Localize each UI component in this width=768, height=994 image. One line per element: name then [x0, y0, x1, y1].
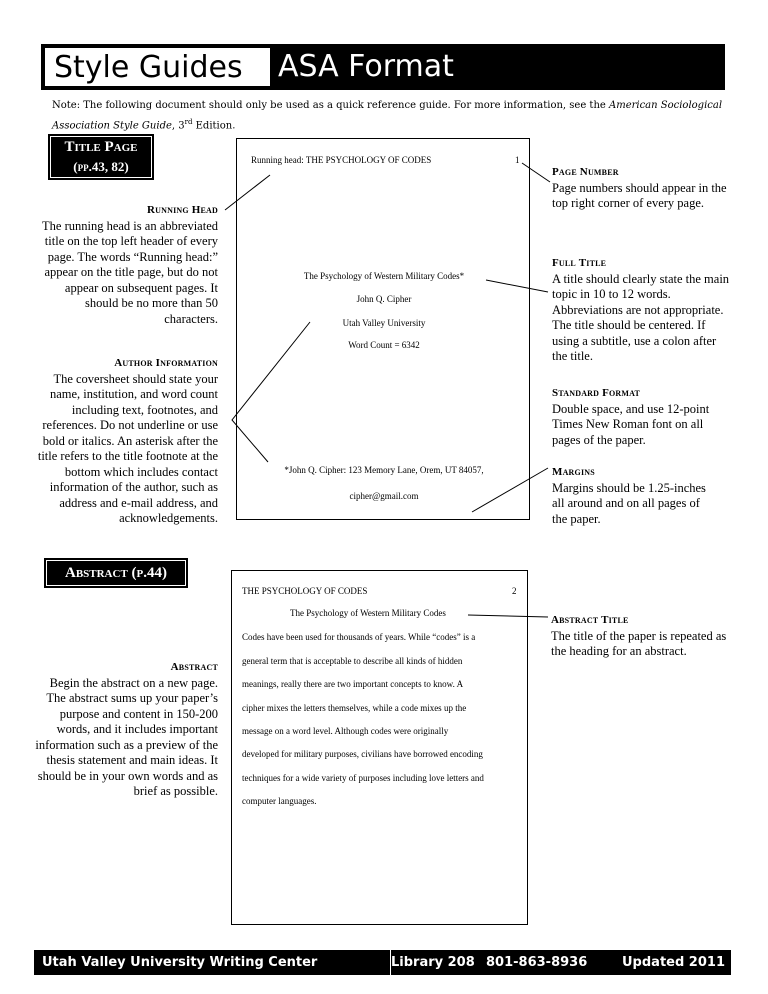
header-right-title: ASA Format	[278, 49, 454, 84]
abstract-line: general term that is acceptable to describe all kinds of hidden	[242, 656, 463, 666]
sample-title: The Psychology of Western Military Codes*	[303, 271, 465, 281]
page-number-body: Page numbers should appear in the top right corner of every page.	[552, 180, 727, 210]
full-title-body: A title should clearly state the main topic in 10 to 12 words. Abbreviations are not appropriate. The title should be centered. If using a subtitle, use a colon after the title.	[552, 271, 730, 363]
abstract-page-sample	[231, 570, 528, 925]
abstract-line: cipher mixes the letters themselves, while a code mixes up the	[242, 703, 467, 713]
abstract-title-body: The title of the paper is repeated as the heading for an abstract.	[551, 628, 727, 658]
footer-org: Utah Valley University Writing Center	[42, 955, 318, 970]
abstract-note	[32, 660, 218, 800]
abstract-title-heading: Abstract Title	[551, 614, 629, 626]
standard-format-heading: Standard Format	[552, 387, 641, 399]
running-head-body: The running head is an abbreviated title on the top left header of every page. The words “Running head:” appear on the title page, but do not appear on subsequent pages. It should be no more than 50 characters.	[42, 218, 218, 326]
abstract-line: message on a word level. Although codes were originally	[242, 726, 449, 736]
standard-format-note	[552, 386, 732, 448]
sample-footnote-email: cipher@gmail.com	[349, 491, 419, 501]
reference-note	[52, 98, 732, 134]
header-left-title: Style Guides	[44, 47, 271, 87]
full-title-note	[552, 256, 732, 365]
title-page-section-box	[48, 134, 154, 180]
footer-phone: 801-863-8936	[486, 955, 588, 970]
abstract-note-body: Begin the abstract on a new page. The abstract sums up your paper’s purpose and content in 150-200 words, and it includes important information such as a preview of the thesis statement and main ideas. It should be in your own words and as brief as possible.	[35, 675, 218, 798]
abstract-line: meanings, really there are two important concepts to know. A	[242, 679, 464, 689]
abstract-line: techniques for a wide variety of purposes including love letters and	[242, 773, 484, 783]
margins-body: Margins should be 1.25-inches all around and on all pages of the paper.	[552, 480, 706, 526]
author-info-note	[32, 356, 218, 527]
sample-page-number: 1	[515, 155, 520, 165]
sample-word-count: Word Count = 6342	[348, 340, 420, 350]
page-number-heading: Page Number	[552, 166, 619, 178]
abstract-section-heading: Abstract (p.44)	[46, 560, 186, 586]
sample-author: John Q. Cipher	[356, 294, 412, 304]
running-head-note	[34, 203, 218, 327]
margins-note	[552, 465, 712, 527]
footer-updated: Updated 2011	[622, 955, 725, 970]
standard-format-body: Double space, and use 12-point Times New Roman font on all pages of the paper.	[552, 401, 710, 447]
abstract-sample-title: The Psychology of Western Military Codes	[290, 608, 446, 618]
abstract-line: developed for military purposes, civilians have borrowed encoding	[242, 749, 483, 759]
note-edition-suffix: Edition.	[192, 120, 236, 132]
note-guide-title: American Sociological Association Style Guide	[52, 100, 723, 132]
full-title-heading: Full Title	[552, 257, 607, 269]
abstract-line: Codes have been used for thousands of years. While “codes” is a	[242, 632, 476, 642]
author-info-body: The coversheet should state your name, institution, and word count including text, footnotes, and references. Do not underline or use bold or italics. An asterisk after the title refers to the title footnote at the bottom which includes contact information of the author, such as address and e-mail address, and acknowledgements.	[37, 371, 218, 525]
abstract-section-box	[44, 558, 188, 588]
abstract-running-head: THE PSYCHOLOGY OF CODES	[242, 586, 368, 596]
margins-heading: Margins	[552, 466, 595, 478]
header-banner	[41, 44, 725, 90]
title-page-heading: Title Page	[64, 139, 138, 155]
sample-institution: Utah Valley University	[342, 318, 426, 328]
note-edition-num: , 3	[171, 120, 185, 132]
author-info-heading: Author Information	[114, 357, 218, 369]
note-prefix: Note: The following document should only be used as a quick reference guide. For more information, see the	[52, 100, 609, 111]
sample-running-head: Running head: THE PSYCHOLOGY OF CODES	[251, 155, 432, 165]
page-number-note	[552, 165, 728, 212]
abstract-note-heading: Abstract	[170, 661, 218, 673]
note-edition-sup: rd	[184, 118, 193, 126]
abstract-line: computer languages.	[242, 796, 317, 806]
abstract-title-note	[551, 613, 729, 660]
title-page-pages: (pp.43, 82)	[73, 159, 129, 174]
running-head-heading: Running Head	[147, 204, 218, 216]
sample-footnote-line1: *John Q. Cipher: 123 Memory Lane, Orem, UT 84057,	[284, 465, 484, 475]
title-page-sample	[236, 138, 530, 520]
abstract-page-number: 2	[512, 586, 517, 596]
footer-location: Library 208	[391, 955, 475, 970]
footer-bar	[34, 950, 731, 975]
